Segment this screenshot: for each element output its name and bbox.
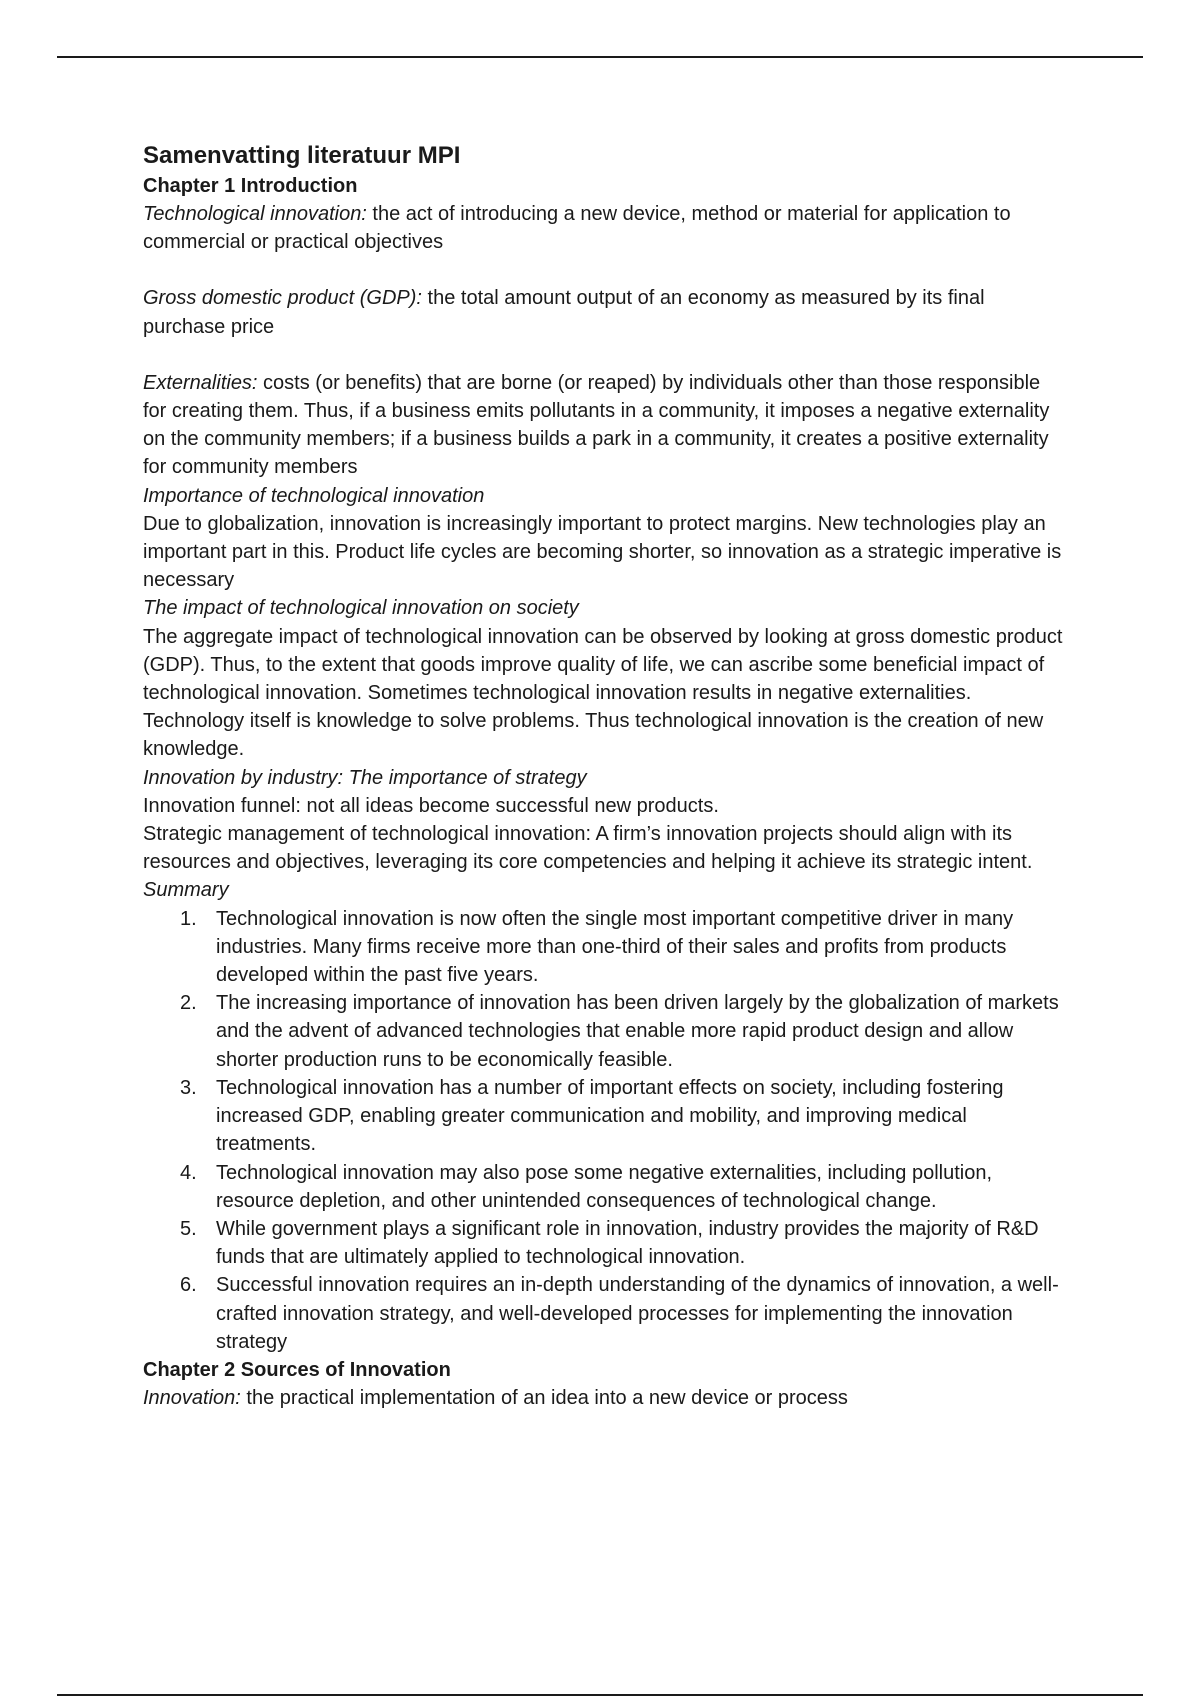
section-paragraph: The aggregate impact of technological innovation can be observed by looking at gross domestic product (GDP). Thus, to the extent that goods improve quality of life, we can ascribe some beneficial impact of technological innovation. Sometimes technological innovation results in negative externalities. Technology itself is knowledge to solve problems. Thus technological innovation is the creation of new knowledge. xyxy=(143,625,1063,761)
summary-item xyxy=(143,989,1063,1074)
section-heading-importance: Importance of technological innovation xyxy=(143,484,485,507)
definition-term: Technological innovation: xyxy=(143,203,367,225)
document-body xyxy=(143,140,1063,1412)
definition-technological-innovation xyxy=(143,200,1063,256)
definition-text: the practical implementation of an idea into a new device or process xyxy=(240,1386,848,1409)
summary-heading: Summary xyxy=(143,879,229,902)
definition-externalities xyxy=(143,369,1063,482)
summary-item-text: While government plays a significant role in innovation, industry provides the majority of R&D funds that are ultimately applied to technological innovation. xyxy=(216,1217,1039,1269)
section-paragraph: Due to globalization, innovation is increasingly important to protect margins. New technologies play an important part in this. Product life cycles are becoming shorter, so innovation as a strategic imperative is necessary xyxy=(143,512,1062,592)
section-heading-innovation-by-industry: Innovation by industry: The importance of strategy xyxy=(143,766,587,789)
section-paragraph: Strategic management of technological innovation: A firm’s innovation projects should align with its resources and objectives, leveraging its core competencies and helping it achieve its strategic intent. xyxy=(143,823,1033,874)
definition-text: costs (or benefits) that are borne (or reaped) by individuals other than those responsible for creating them. Thus, if a business emits pollutants in a community, it imposes a negative externality on the community members; if a business builds a park in a community, it creates a positive externality for community members xyxy=(143,371,1050,479)
summary-item-number: 4. xyxy=(180,1161,197,1184)
section-paragraph: Innovation funnel: not all ideas become successful new products. xyxy=(143,794,719,817)
section-heading-impact-on-society: The impact of technological innovation on society xyxy=(143,597,579,620)
summary-item xyxy=(143,1271,1063,1356)
definition-text: the act of introducing a new device, method or material for application to commercial or practical objectives xyxy=(143,203,1011,254)
chapter-1-title: Chapter 1 Introduction xyxy=(143,175,358,197)
summary-item-text: Technological innovation may also pose some negative externalities, including pollution, resource depletion, and other unintended consequences of technological change. xyxy=(216,1161,993,1212)
bottom-rule xyxy=(57,1694,1143,1696)
definition-gdp xyxy=(143,284,1063,340)
summary-item-text: Successful innovation requires an in-depth understanding of the dynamics of innovation, a well-crafted innovation strategy, and well-developed processes for implementing the innovation strategy xyxy=(216,1274,1059,1353)
definition-innovation xyxy=(143,1384,1063,1412)
definition-term: Externalities: xyxy=(143,371,258,394)
summary-item xyxy=(143,905,1063,990)
definition-text: the total amount output of an economy as measured by its final purchase price xyxy=(143,287,985,338)
summary-item-text: Technological innovation is now often the single most important competitive driver in many industries. Many firms receive more than one-third of their sales and profits from products developed within the past five years. xyxy=(216,907,1014,987)
summary-item-number: 3. xyxy=(180,1076,197,1099)
summary-item xyxy=(143,1074,1063,1159)
chapter-2-title: Chapter 2 Sources of Innovation xyxy=(143,1358,451,1381)
document-title: Samenvatting literatuur MPI xyxy=(143,142,461,169)
summary-item-number: 2. xyxy=(180,992,197,1015)
definition-term: Innovation: xyxy=(143,1386,241,1409)
summary-item-number: 1. xyxy=(180,907,197,930)
summary-item-text: The increasing importance of innovation has been driven largely by the globalization of markets and the advent of advanced technologies that enable more rapid product design and allow shorter production runs to be economically feasible. xyxy=(216,992,1059,1071)
summary-item xyxy=(143,1215,1063,1271)
summary-item-number: 6. xyxy=(180,1274,197,1297)
definition-term: Gross domestic product (GDP): xyxy=(143,287,422,310)
summary-item-number: 5. xyxy=(180,1217,197,1240)
summary-list xyxy=(143,905,1063,1356)
summary-item xyxy=(143,1159,1063,1215)
summary-item-text: Technological innovation has a number of important effects on society, including fostering increased GDP, enabling greater communication and mobility, and improving medical treatments. xyxy=(216,1076,1004,1156)
top-rule xyxy=(57,56,1143,58)
